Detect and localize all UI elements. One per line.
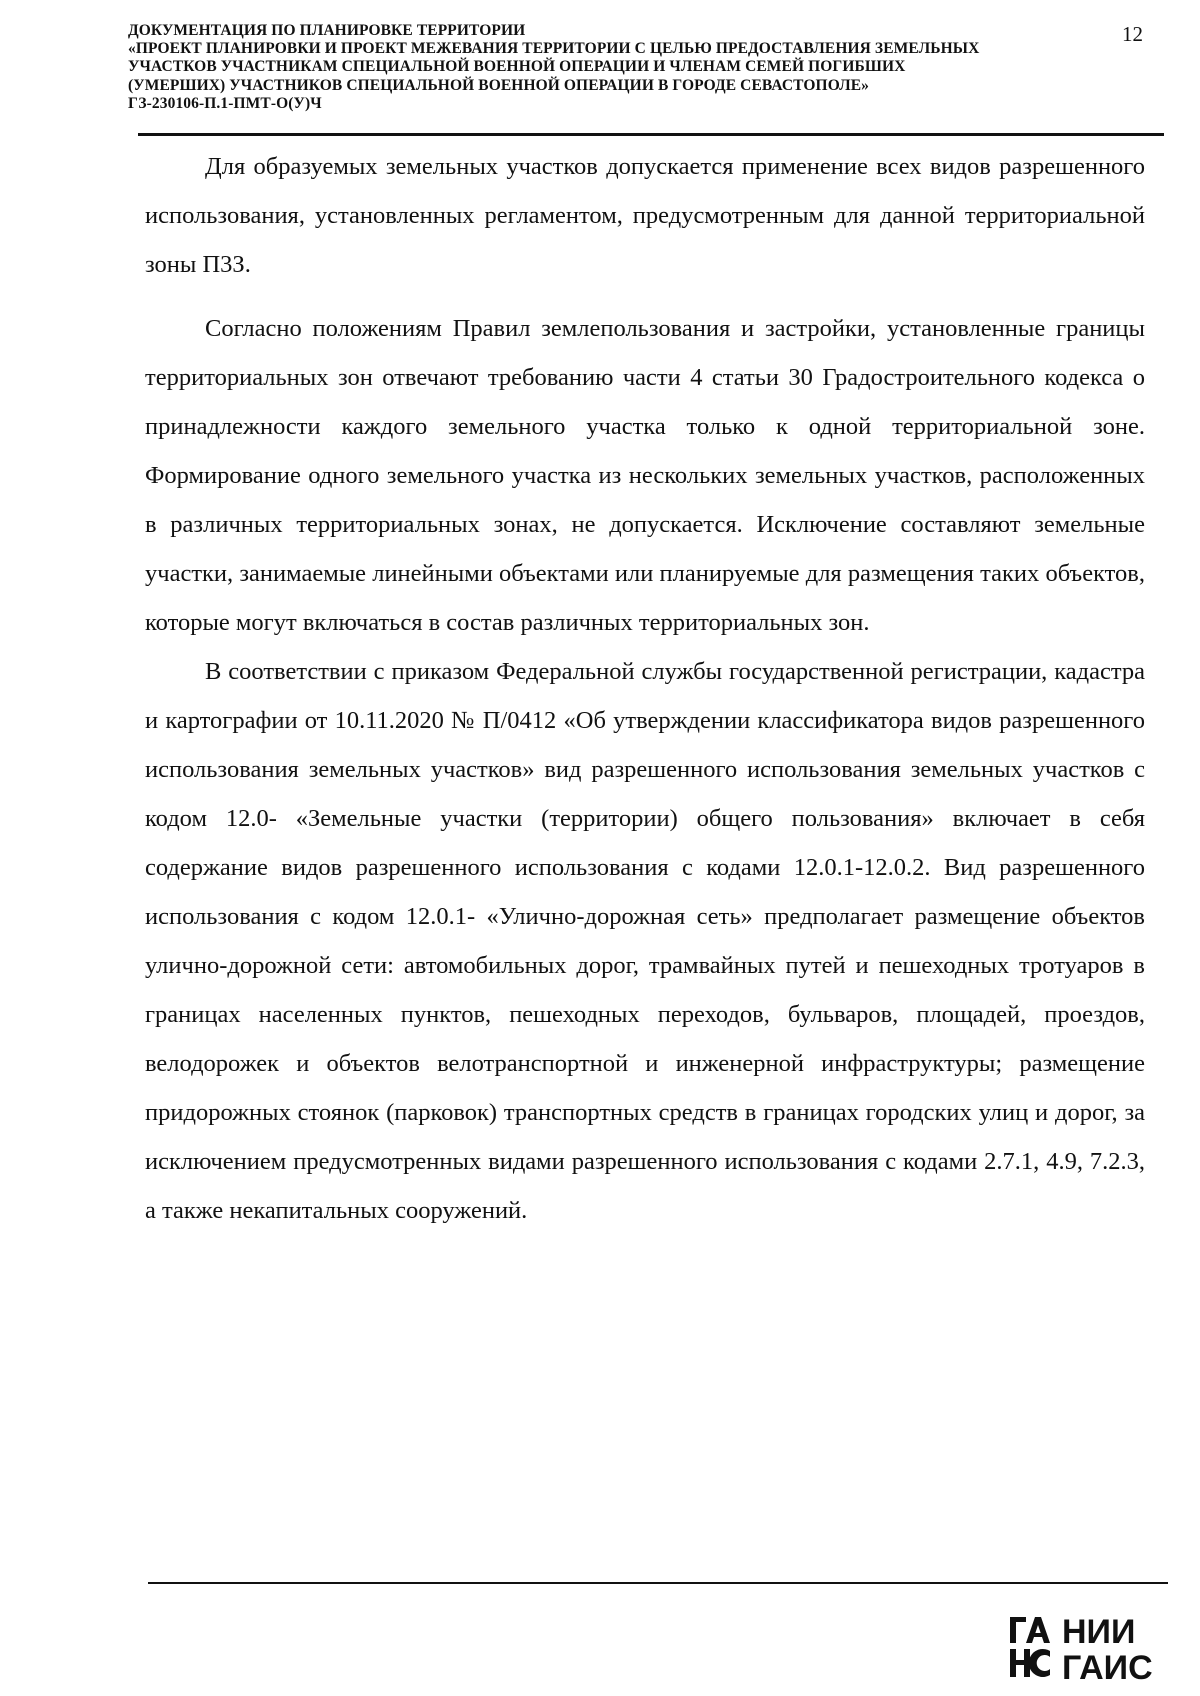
- paragraph-3: В соответствии с приказом Федеральной службы государственной регистрации, кадастра и картографии от 10.11.2020 № П/0412 «Об утверждении классификатора видов разрешенного использования земельных участков» вид разрешенного использования земельных участков с кодом 12.0- «Земельные участки (территории) общего пользования» включает в себя содержание видов разрешенного использования с кодами 12.0.1-12.0.2. Вид разрешенного использования с кодом 12.0.1- «Улично-дорожная сеть» предполагает размещение объектов улично-дорожной сети: автомобильных дорог, трамвайных путей и пешеходных тротуаров в границах населенных пунктов, пешеходных переходов, бульваров, площадей, проездов, велодорожек и объектов велотранспортной и инженерной инфраструктуры; размещение придорожных стоянок (парковок) транспортных средств в границах городских улиц и дорог, за исключением предусмотренных видами разрешенного использования с кодами 2.7.1, 4.9, 7.2.3, а также некапитальных сооружений.: [145, 658, 1145, 1224]
- gais-monogram-icon: [1010, 1617, 1050, 1677]
- header-line-4: (УМЕРШИХ) УЧАСТНИКОВ СПЕЦИАЛЬНОЙ ВОЕННОЙ ОПЕРАЦИИ В ГОРОДЕ СЕВАСТОПОЛЕ»: [128, 76, 870, 94]
- logo-text-line-2: ГАИС: [1062, 1649, 1153, 1681]
- header-document-code: ГЗ-230106-П.1-ПМТ-О(У)Ч: [128, 94, 322, 112]
- header-line-3: УЧАСТКОВ УЧАСТНИКАМ СПЕЦИАЛЬНОЙ ВОЕННОЙ ОПЕРАЦИИ И ЧЛЕНАМ СЕМЕЙ ПОГИБШИХ: [128, 58, 906, 76]
- nii-gais-logo: [1010, 1613, 1172, 1681]
- footer-divider: [148, 1582, 1168, 1584]
- paragraph-2: Согласно положениям Правил землепользования и застройки, установленные границы территориальных зон отвечают требованию части 4 статьи 30 Градостроительного кодекса о принадлежности каждого земельного участка только к одной территориальной зоне. Формирование одного земельного участка из нескольких земельных участков, расположенных в различных территориальных зонах, не допускается. Исключение составляют земельные участки, занимаемые линейными объектами или планируемые для размещения таких объектов, которые могут включаться в состав различных территориальных зон.: [145, 315, 1145, 636]
- header-line-1: ДОКУМЕНТАЦИЯ ПО ПЛАНИРОВКЕ ТЕРРИТОРИИ: [128, 22, 526, 39]
- paragraph-1: Для образуемых земельных участков допускается применение всех видов разрешенного использования, установленных регламентом, предусмотренным для данной территориальной зоны П3З.: [145, 153, 1145, 278]
- document-header: [128, 22, 1068, 113]
- logo-text-line-1: НИИ: [1062, 1613, 1136, 1651]
- page-number: 12: [1122, 22, 1143, 46]
- header-line-2: «ПРОЕКТ ПЛАНИРОВКИ И ПРОЕКТ МЕЖЕВАНИЯ ТЕРРИТОРИИ С ЦЕЛЬЮ ПРЕДОСТАВЛЕНИЯ ЗЕМЕЛЬНЫХ: [128, 40, 980, 58]
- header-divider: [138, 133, 1164, 136]
- document-body: [145, 142, 1145, 1235]
